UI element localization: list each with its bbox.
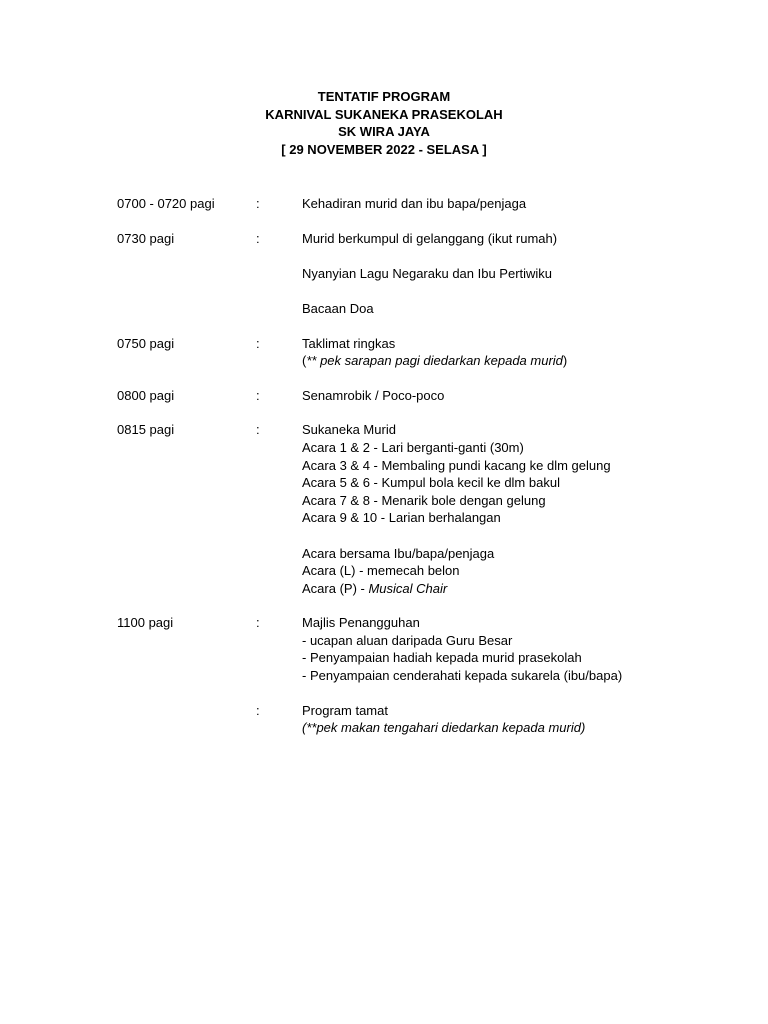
activity-cell (302, 387, 737, 405)
activity-cell (302, 230, 737, 318)
schedule-row (117, 387, 737, 405)
title-line: TENTATIF PROGRAM (317, 89, 451, 104)
note-text: ** pek sarapan pagi diedarkan kepada murid (306, 353, 563, 369)
separator: : (256, 615, 260, 631)
time-cell: 0800 pagi (117, 387, 175, 403)
document-header (0, 88, 768, 158)
activity-line: Program tamat (302, 702, 388, 718)
schedule-row (117, 195, 737, 213)
time-cell: 0815 pagi (117, 422, 175, 438)
activity-line: Acara 7 & 8 - Menarik bole dengan gelung (302, 492, 546, 508)
activity-italic: Musical Chair (368, 580, 448, 596)
activity-cell (302, 614, 737, 684)
activity-line: Acara bersama Ibu/bapa/penjaga (302, 545, 495, 561)
schedule-row (117, 335, 737, 370)
activity-line (302, 580, 737, 598)
separator: : (256, 335, 260, 351)
school-name: SK WIRA JAYA (338, 124, 430, 139)
activity-note (302, 352, 737, 370)
time-cell: 0750 pagi (117, 335, 175, 351)
activity-line: Acara 3 & 4 - Membaling pundi kacang ke dlm gelung (302, 457, 611, 473)
activity-line: Murid berkumpul di gelanggang (ikut rumah) (302, 230, 558, 246)
activity-line: Acara 9 & 10 - Larian berhalangan (302, 510, 501, 526)
activity-line: Kehadiran murid dan ibu bapa/penjaga (302, 196, 527, 211)
activity-line: - Penyampaian cenderahati kepada sukarela (ibu/bapa) (302, 668, 623, 684)
activity-cell (302, 421, 737, 597)
spacer (302, 247, 737, 265)
activity-cell (302, 335, 737, 370)
activity-cell (302, 702, 737, 737)
separator: : (256, 387, 260, 403)
schedule-row (117, 230, 737, 318)
time-cell: 1100 pagi (117, 615, 174, 631)
activity-line: Acara 5 & 6 - Kumpul bola kecil ke dlm bakul (302, 475, 560, 491)
activity-line: Acara (L) - memecah belon (302, 563, 460, 579)
separator: : (256, 422, 260, 438)
activity-line: - Penyampaian hadiah kepada murid prasekolah (302, 650, 582, 666)
activity-cell (302, 195, 737, 213)
schedule-table (117, 195, 737, 754)
activity-line: Nyanyian Lagu Negaraku dan Ibu Pertiwiku (302, 265, 553, 281)
activity-line: Senamrobik / Poco-poco (302, 387, 445, 403)
activity-note: (**pek makan tengahari diedarkan kepada murid) (302, 720, 586, 736)
note-open: ( (302, 353, 307, 369)
spacer (302, 527, 737, 545)
activity-line: - ucapan aluan daripada Guru Besar (302, 632, 513, 648)
event-date: [ 29 NOVEMBER 2022 - SELASA ] (281, 141, 487, 157)
activity-line: Acara 1 & 2 - Lari berganti-ganti (30m) (302, 439, 524, 455)
time-cell: 0730 pagi (117, 230, 175, 246)
schedule-row (117, 614, 737, 684)
activity-prefix: Acara (P) - (302, 580, 369, 596)
separator: : (256, 702, 260, 718)
spacer (302, 282, 737, 300)
activity-line: Majlis Penangguhan (302, 615, 420, 631)
activity-line: Taklimat ringkas (302, 335, 396, 351)
time-cell: 0700 - 0720 pagi (117, 196, 215, 211)
event-name: KARNIVAL SUKANEKA PRASEKOLAH (265, 106, 503, 122)
separator: : (256, 230, 260, 246)
note-close: ) (562, 353, 568, 369)
activity-line: Sukaneka Murid (302, 422, 396, 438)
separator: : (256, 196, 260, 211)
activity-line: Bacaan Doa (302, 300, 374, 316)
schedule-row (117, 702, 737, 737)
schedule-row (117, 421, 737, 597)
